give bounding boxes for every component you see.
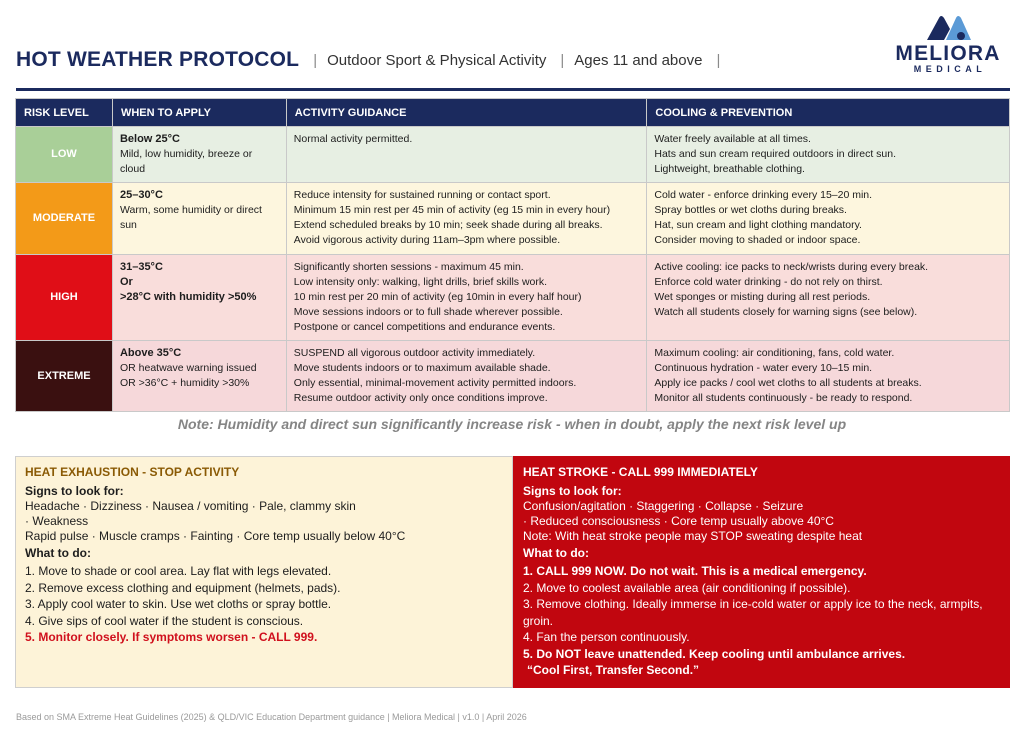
cooling-line: Cold water - enforce drinking every 15–20 min.: [654, 189, 873, 201]
when-detail: Mild, low humidity, breeze or cloud: [119, 148, 253, 175]
stroke-sign-line: Confusion/agitation · Staggering · Collapse · Seizure: [523, 499, 804, 513]
cooling-line: Monitor all students continuously - be ready to respond.: [654, 392, 913, 404]
exhaustion-step-alert: 5. Monitor closely. If symptoms worsen - CALL 999.: [25, 630, 318, 644]
when-head: 25–30°C: [119, 189, 163, 201]
exhaustion-todo-label: What to do:: [25, 546, 91, 560]
cooling-line: Continuous hydration - water every 10–15 min.: [654, 362, 873, 374]
subtitle-separator: |: [560, 51, 565, 69]
activity-line: Minimum 15 min rest per 45 min of activity (eg 15 min in every hour): [293, 204, 611, 216]
cooling-line: Consider moving to shaded or indoor space.: [654, 234, 861, 246]
activity-line: Low intensity only: walking, light drills, brief skills work.: [293, 276, 548, 288]
risk-level-extreme: EXTREME: [16, 341, 113, 412]
exhaustion-step: 2. Remove excess clothing and equipment (helmets, pads).: [25, 580, 341, 595]
exhaustion-steps: [25, 563, 502, 646]
when-head: 31–35°C: [119, 261, 163, 273]
risk-table-header: [16, 99, 1010, 127]
activity-line: Extend scheduled breaks by 10 min; seek shade during all breaks.: [293, 219, 603, 231]
stroke-step: 4. Fan the person continuously.: [523, 630, 690, 644]
title-separator: |: [313, 51, 318, 69]
stroke-signs-label: Signs to look for:: [523, 484, 622, 498]
activity-line: SUSPEND all vigorous outdoor activity immediately.: [293, 347, 536, 359]
when-detail: Warm, some humidity or direct sun: [119, 204, 262, 231]
activity-line: Avoid vigorous activity during 11am–3pm where possible.: [293, 234, 561, 246]
meliora-logo: [892, 12, 1004, 84]
activity-line: 10 min rest per 20 min of activity (eg 10min in every half hour): [293, 291, 582, 303]
exhaustion-sign-line: Headache · Dizziness · Nausea / vomiting · Pale, clammy skin: [25, 499, 356, 513]
risk-row-moderate: [16, 183, 1010, 255]
logo-name: MELIORA: [895, 42, 1001, 65]
activity-line: Only essential, minimal-movement activity permitted indoors.: [293, 377, 577, 389]
activity-line: Move students indoors or to maximum available shade.: [293, 362, 551, 374]
cooling-line: Lightweight, breathable clothing.: [654, 163, 805, 175]
risk-level-moderate: MODERATE: [16, 183, 113, 255]
header-rule: [16, 88, 1010, 91]
page-title: HOT WEATHER PROTOCOL: [16, 48, 300, 71]
cooling-line: Spray bottles or wet cloths during breaks.: [654, 204, 847, 216]
cooling-line: Enforce cold water drinking - do not rely on thirst.: [654, 276, 883, 288]
risk-row-extreme: [16, 341, 1010, 412]
stroke-step: 5. Do NOT leave unattended. Keep cooling until ambulance arrives.: [523, 646, 906, 661]
when-head: Below 25°C: [119, 133, 180, 145]
exhaustion-title: HEAT EXHAUSTION - STOP ACTIVITY: [25, 465, 240, 479]
activity-line: Significantly shorten sessions - maximum 45 min.: [293, 261, 524, 273]
subtitle-ages: Ages 11 and above: [574, 51, 703, 69]
risk-note: Note: Humidity and direct sun significantly increase risk - when in doubt, apply the next risk level up: [177, 416, 847, 432]
stroke-sign-line: Note: With heat stroke people may STOP sweating despite heat: [523, 529, 863, 543]
cooling-line: Apply ice packs / cool wet cloths to all students at breaks.: [654, 377, 922, 389]
logo-subtitle: MEDICAL: [913, 64, 987, 74]
stroke-todo-label: What to do:: [523, 546, 589, 560]
activity-line: Postpone or cancel competitions and endurance events.: [293, 321, 556, 333]
risk-row-high: [16, 255, 1010, 341]
heat-stroke-panel: [513, 456, 1010, 688]
when-head: Above 35°C: [119, 347, 182, 359]
activity-moderate: [286, 183, 647, 255]
page-header: [16, 40, 776, 80]
cooling-line: Watch all students closely for warning signs (see below).: [654, 306, 918, 318]
exhaustion-step: 1. Move to shade or cool area. Lay flat with legs elevated.: [25, 564, 332, 578]
when-detail: OR heatwave warning issued: [119, 362, 257, 374]
exhaustion-sign-line: Rapid pulse · Muscle cramps · Fainting · Core temp usually below 40°C: [25, 529, 406, 543]
activity-low: [286, 127, 647, 183]
activity-line: Move sessions indoors or to full shade wherever possible.: [293, 306, 563, 318]
header-cooling-prevention: COOLING & PREVENTION: [647, 99, 1010, 127]
activity-high: [286, 255, 647, 341]
heat-exhaustion-panel: [15, 456, 513, 688]
cooling-moderate: [647, 183, 1010, 255]
exhaustion-signs-label: Signs to look for:: [25, 484, 124, 498]
stroke-step: 2. Move to coolest available area (air conditioning if possible).: [523, 580, 851, 595]
header-when-to-apply: WHEN TO APPLY: [112, 99, 286, 127]
subtitle-activity: Outdoor Sport & Physical Activity: [327, 51, 547, 69]
cooling-line: Maximum cooling: air conditioning, fans, cold water.: [654, 347, 895, 359]
stroke-quote: “Cool First, Transfer Second.”: [527, 663, 700, 677]
activity-line: Reduce intensity for sustained running or contact sport.: [293, 189, 551, 201]
risk-level-high: HIGH: [16, 255, 113, 341]
cooling-low: [647, 127, 1010, 183]
exhaustion-step: 4. Give sips of cool water if the student is conscious.: [25, 613, 304, 628]
when-high: [112, 255, 286, 341]
when-low: [112, 127, 286, 183]
when-moderate: [112, 183, 286, 255]
risk-row-low: [16, 127, 1010, 183]
exhaustion-step: 3. Apply cool water to skin. Use wet cloths or spray bottle.: [25, 597, 332, 611]
risk-table: [15, 98, 1010, 412]
when-extreme: [112, 341, 286, 412]
header-risk-level: RISK LEVEL: [16, 99, 113, 127]
activity-line: Normal activity permitted.: [293, 133, 413, 145]
header-activity-guidance: ACTIVITY GUIDANCE: [286, 99, 647, 127]
cooling-line: Water freely available at all times.: [654, 133, 811, 145]
cooling-line: Hat, sun cream and light clothing mandatory.: [654, 219, 862, 231]
cooling-extreme: [647, 341, 1010, 412]
cooling-line: Wet sponges or misting during all rest periods.: [654, 291, 871, 303]
stroke-step: 3. Remove clothing. Ideally immerse in ice-cold water or apply ice to the neck, armpits, groin.: [523, 597, 983, 628]
stroke-title: HEAT STROKE - CALL 999 IMMEDIATELY: [523, 465, 758, 479]
when-head-humidity: >28°C with humidity >50%: [119, 291, 257, 303]
stroke-step: 1. CALL 999 NOW. Do not wait. This is a medical emergency.: [523, 564, 867, 578]
cooling-high: [647, 255, 1010, 341]
when-detail: OR >36°C + humidity >30%: [119, 377, 250, 389]
activity-extreme: [286, 341, 647, 412]
stroke-steps: [523, 563, 999, 662]
stroke-sign-line: · Reduced consciousness · Core temp usually above 40°C: [523, 514, 834, 528]
logo-mark-icon: [921, 12, 975, 42]
cooling-line: Hats and sun cream required outdoors in direct sun.: [654, 148, 897, 160]
exhaustion-sign-line: · Weakness: [25, 514, 89, 528]
cooling-line: Active cooling: ice packs to neck/wrists during every break.: [654, 261, 929, 273]
when-or: Or: [119, 276, 133, 288]
footer-source: Based on SMA Extreme Heat Guidelines (2025) & QLD/VIC Education Department guidance | Meliora Medical | v1.0 | April 2026: [16, 712, 527, 722]
subtitle-separator-end: |: [716, 51, 721, 69]
risk-level-low: LOW: [16, 127, 113, 183]
activity-line: Resume outdoor activity only once conditions improve.: [293, 392, 548, 404]
